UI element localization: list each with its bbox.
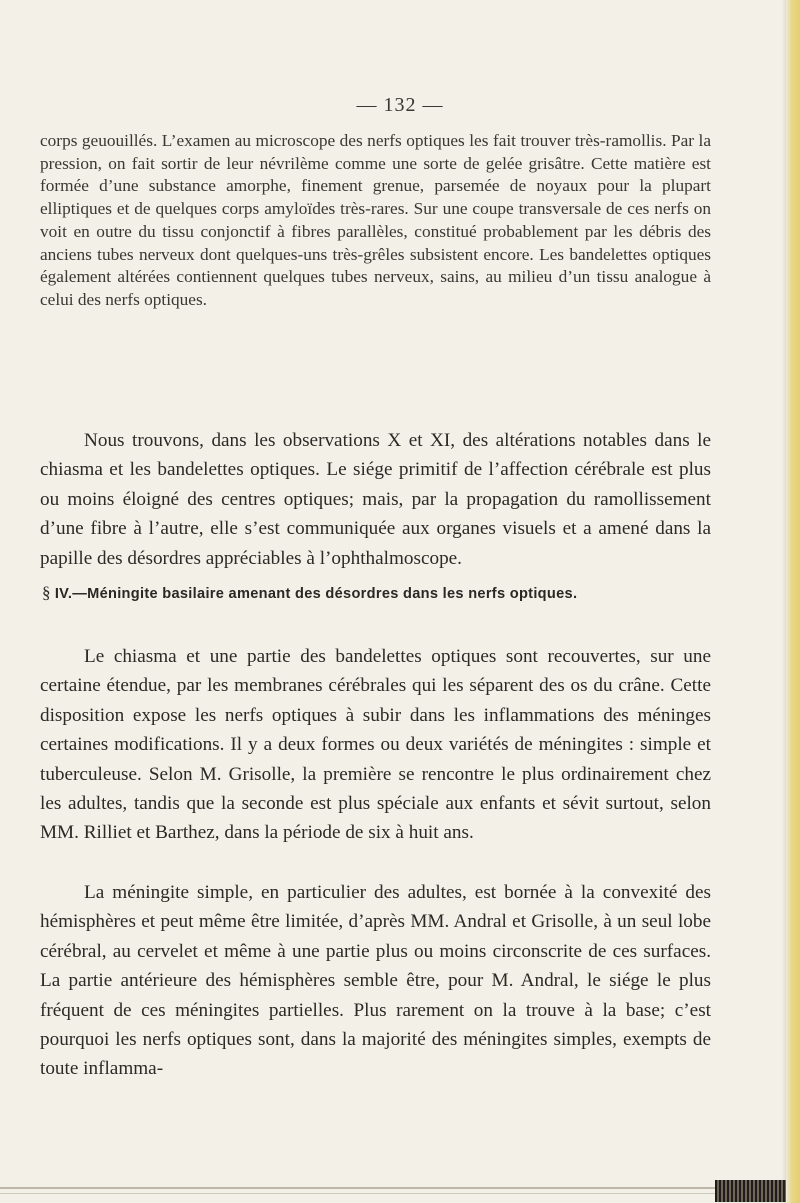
scan-ruler — [715, 1180, 787, 1202]
section-heading — [40, 583, 711, 603]
body-paragraph-1: Nous trouvons, dans les observations X et XI, des altérations notables dans le chiasma et les bandelettes optiques. Le siége primitif de l’affection cérébrale est plus ou moins éloigné des centres optiques; mais, par la propagation du ramollissement d’une fibre à l’autre, elle s’est communiquée aux organes visuels et a amené dans la papille des désordres appréciables à l’ophthalmoscope. — [40, 430, 711, 569]
page-number: — 132 — — [356, 94, 444, 116]
bottom-edge-line-secondary — [0, 1193, 715, 1194]
section-symbol: § — [42, 583, 51, 602]
body-paragraph-2: Le chiasma et une partie des bandelettes optiques sont recouvertes, sur une certaine étendue, par les membranes cérébrales qui les séparent des os du crâne. Cette disposition expose les nerfs optiques à subir dans les inflammations des méninges certaines modifications. Il y a deux formes ou deux variétés de méningites : simple et tuberculeuse. Selon M. Grisolle, la première se rencontre le plus ordinairement chez les adultes, tandis que la seconde est plus spéciale aux enfants et sévit surtout, selon MM. Rilliet et Barthez, dans la période de six à huit ans. — [40, 646, 711, 844]
page-edge — [786, 0, 800, 1203]
body-paragraph-3: La méningite simple, en particulier des adultes, est bornée à la convexité des hémisphères et peut même être limitée, d’après MM. Andral et Grisolle, à un seul lobe cérébral, au cervelet et même à une partie plus ou moins circonscrite de ces surfaces. La partie antérieure des hémisphères semble être, pour M. Andral, le siége le plus fréquent de ces méningites partielles. Plus rarement on la trouve à la base; c’est pourquoi les nerfs optiques sont, dans la majorité des méningites simples, exempts de toute inflamma- — [40, 882, 711, 1080]
observation-paragraph: corps geuouillés. L’examen au microscope des nerfs optiques les fait trouver très-ramollis. Par la pression, on fait sortir de leur névrilème comme une sorte de gelée grisâtre. Cette matière est formée d’une substance amorphe, finement grenue, parsemée de noyaux pour la plupart elliptiques et de quelques corps amyloïdes très-rares. Sur une coupe transversale de ces nerfs on voit en outre du tissu conjonctif à fibres parallèles, constitué probablement par les débris des anciens tubes nerveux dont quelques-uns très-grêles subsistent encore. Les bandelettes optiques également altérées contiennent quelques tubes nerveux, sains, au milieu d’un tissu analogue à celui des nerfs optiques. — [40, 131, 711, 309]
section-heading-text: IV.—Méningite basilaire amenant des désordres dans les nerfs optiques. — [54, 586, 578, 602]
bottom-edge-line — [0, 1187, 715, 1189]
